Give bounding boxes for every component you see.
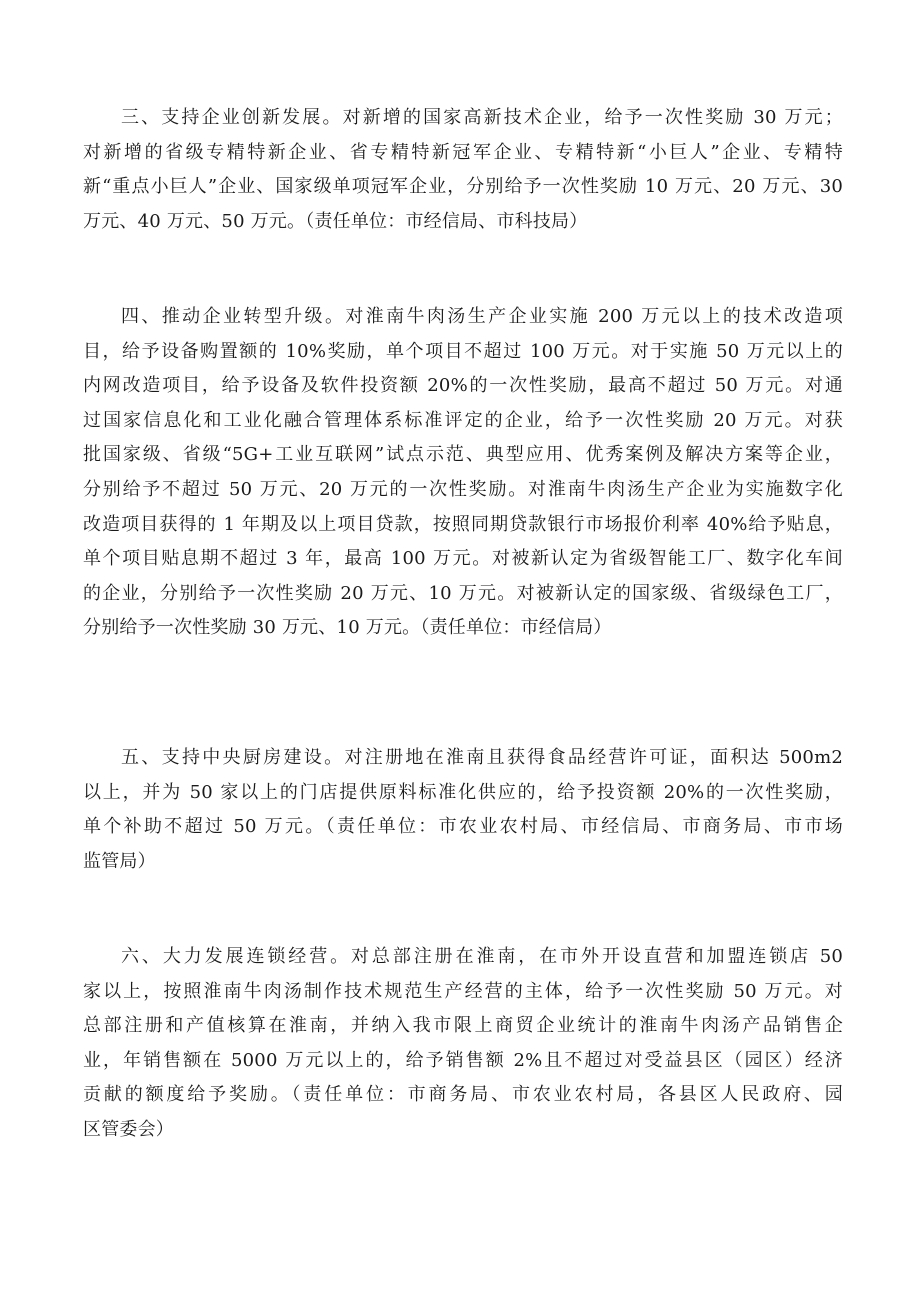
paragraph-line: 四、推动企业转型升级。对淮南牛肉汤生产企业实施 200 万元以上的技术改造项 xyxy=(121,306,843,327)
paragraph-line: 批国家级、省级“5G+工业互联网”试点示范、典型应用、优秀案例及解决方案等企业， xyxy=(83,444,843,466)
paragraph-line: 家以上，按照淮南牛肉汤制作技术规范生产经营的主体，给予一次性奖励 50 万元。对 xyxy=(83,980,843,1002)
paragraph-line: 区管委会） xyxy=(83,1118,174,1140)
paragraph-line: 分别给予一次性奖励 30 万元、10 万元。（责任单位：市经信局） xyxy=(83,617,612,639)
paragraph-line: 三、支持企业创新发展。对新增的国家高新技术企业，给予一次性奖励 30 万元； xyxy=(121,107,843,128)
paragraph-line: 万元、40 万元、50 万元。（责任单位：市经信局、市科技局） xyxy=(83,210,588,232)
paragraph-line: 监管局） xyxy=(83,850,156,872)
section-3-paragraph xyxy=(83,101,843,239)
paragraph-line: 业，年销售额在 5000 万元以上的，给予销售额 2%且不超过对受益县区（园区）经济 xyxy=(83,1049,843,1071)
paragraph-line: 过国家信息化和工业化融合管理体系标准评定的企业，给予一次性奖励 20 万元。对获 xyxy=(83,409,843,431)
paragraph-line: 总部注册和产值核算在淮南，并纳入我市限上商贸企业统计的淮南牛肉汤产品销售企 xyxy=(83,1015,843,1037)
paragraph-line: 目，给予设备购置额的 10%奖励，单个项目不超过 100 万元。对于实施 50 万元以上的 xyxy=(83,340,843,362)
paragraph-line: 新“重点小巨人”企业、国家级单项冠军企业，分别给予一次性奖励 10 万元、20 万元、30 xyxy=(83,176,843,198)
paragraph-line: 单个项目贴息期不超过 3 年，最高 100 万元。对被新认定为省级智能工厂、数字化车间 xyxy=(83,548,843,570)
paragraph-line: 五、支持中央厨房建设。对注册地在淮南且获得食品经营许可证，面积达 500m2 xyxy=(121,747,843,768)
section-6-paragraph xyxy=(83,940,843,1148)
paragraph-line: 改造项目获得的 1 年期及以上项目贷款，按照同期贷款银行市场报价利率 40%给予贴息， xyxy=(83,513,843,535)
section-4-paragraph xyxy=(83,300,843,646)
paragraph-line: 的企业，分别给予一次性奖励 20 万元、10 万元。对被新认定的国家级、省级绿色工厂， xyxy=(83,582,843,604)
paragraph-line: 六、大力发展连锁经营。对总部注册在淮南，在市外开设直营和加盟连锁店 50 xyxy=(121,946,843,967)
section-5-paragraph xyxy=(83,741,843,879)
paragraph-line: 贡献的额度给予奖励。（责任单位：市商务局、市农业农村局，各县区人民政府、园 xyxy=(83,1084,843,1106)
paragraph-line: 单个补助不超过 50 万元。（责任单位：市农业农村局、市经信局、市商务局、市市场 xyxy=(83,816,843,838)
paragraph-line: 内网改造项目，给予设备及软件投资额 20%的一次性奖励，最高不超过 50 万元。对通 xyxy=(83,375,843,397)
paragraph-line: 对新增的省级专精特新企业、省专精特新冠军企业、专精特新“小巨人”企业、专精特 xyxy=(83,141,843,163)
paragraph-line: 分别给予不超过 50 万元、20 万元的一次性奖励。对淮南牛肉汤生产企业为实施数字化 xyxy=(83,478,843,500)
paragraph-line: 以上，并为 50 家以上的门店提供原料标准化供应的，给予投资额 20%的一次性奖励， xyxy=(83,781,843,803)
